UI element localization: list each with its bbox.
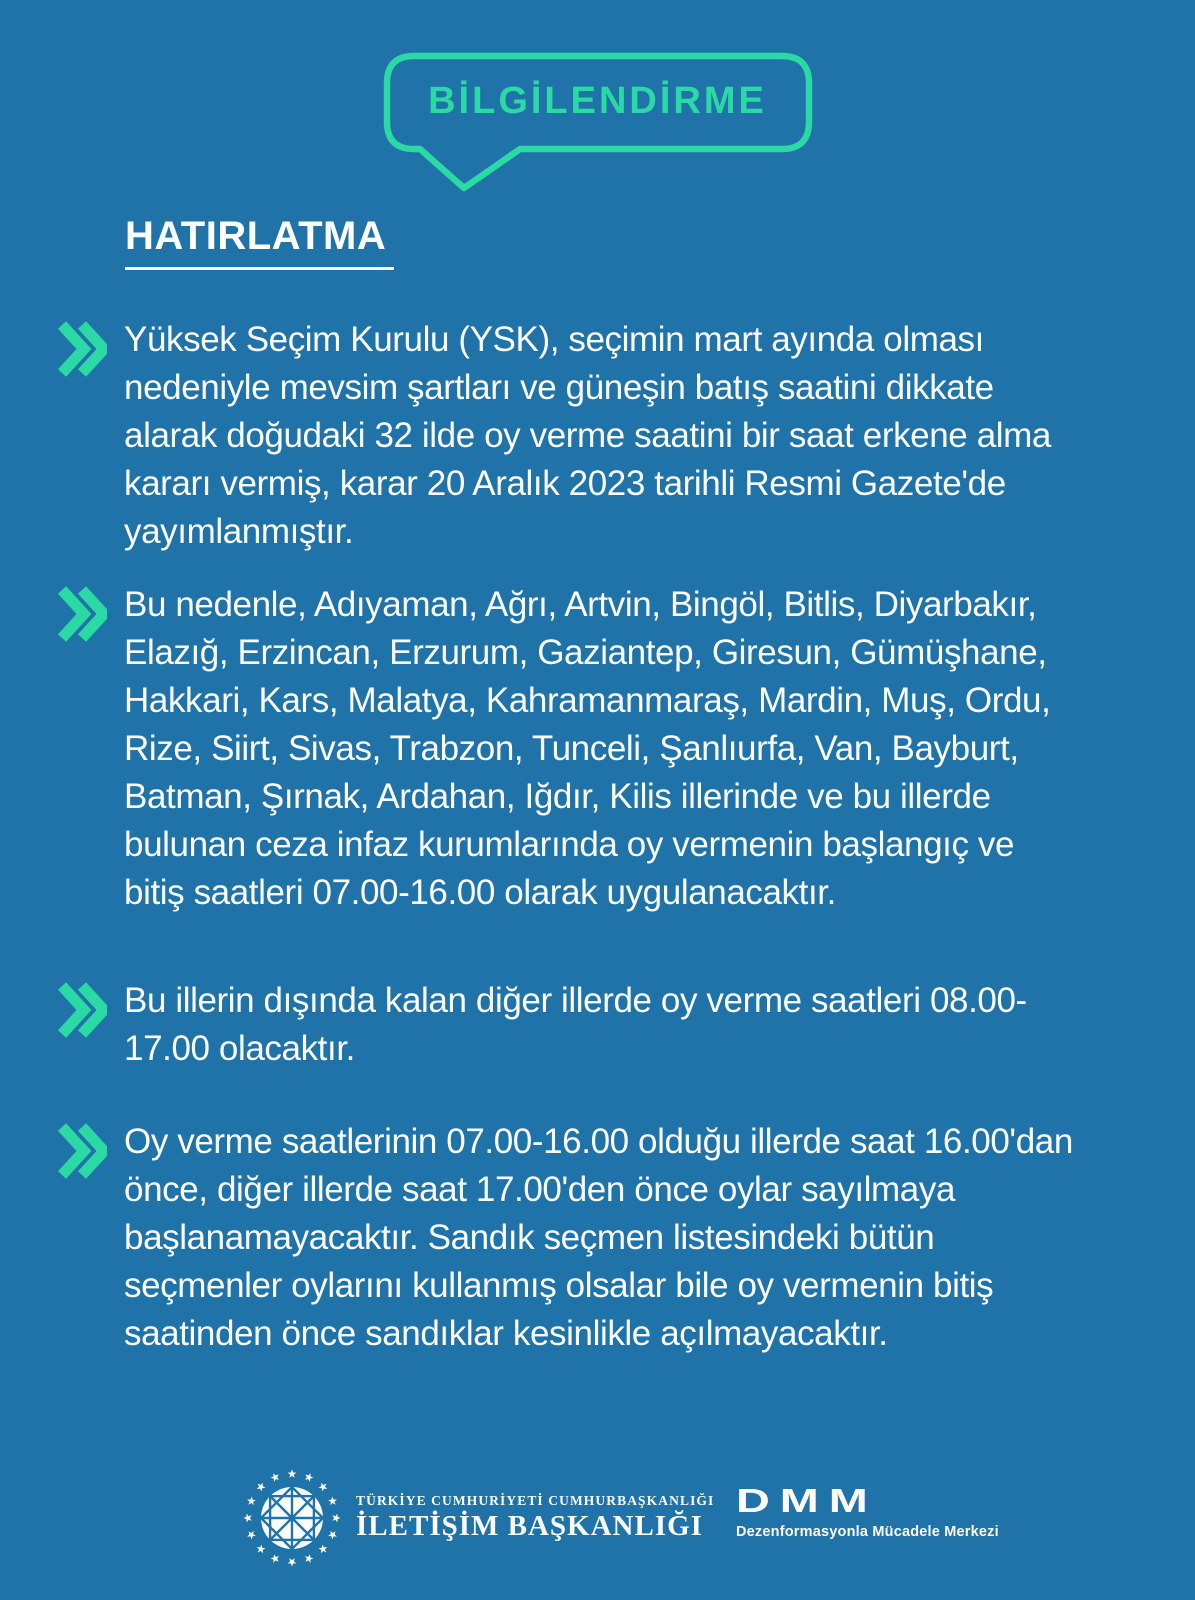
double-chevron-icon	[57, 1122, 107, 1180]
list-item-text: Bu nedenle, Adıyaman, Ağrı, Artvin, Bingöl, Bitlis, Diyarbakır, Elazığ, Erzincan, Erzurum, Gaziantep, Giresun, Gümüşhane, Hakkari, Kars, Malatya, Kahramanmaraş, Mardin, Muş, Ordu, Rize, Siirt, Sivas, Trabzon, Tunceli, Şanlıurfa, Van, Bayburt, Batman, Şırnak, Ardahan, Iğdır, Kilis illerinde ve bu illerde bulunan ceza infaz kurumlarında oy vermenin başlangıç ve bitiş saatleri 07.00-16.00 olarak uygulanacaktır.	[124, 585, 1051, 912]
list-item-text: Yüksek Seçim Kurulu (YSK), seçimin mart ayında olması nedeniyle mevsim şartları ve güneşin batış saatini dikkate alarak doğudaki 32 ilde oy verme saatini bir saat erkene alma kararı vermiş, karar 20 Aralık 2023 tarihli Resmi Gazete'de yayımlanmıştır.	[124, 320, 1051, 551]
list-item	[57, 977, 1077, 1073]
banner-label: BİLGİLENDİRME	[428, 80, 767, 122]
gov-logo-line1: TÜRKİYE CUMHURİYETİ CUMHURBAŞKANLIĞI	[356, 1493, 715, 1508]
list-item	[57, 581, 1077, 917]
list-item-text: Bu illerin dışında kalan diğer illerde oy verme saatleri 08.00-17.00 olacaktır.	[124, 981, 1027, 1068]
double-chevron-icon	[57, 320, 107, 378]
list-item	[57, 316, 1077, 556]
presidential-seal-icon	[240, 1466, 344, 1570]
dmm-logo-title: DMM	[736, 1482, 878, 1519]
double-chevron-icon	[57, 981, 107, 1039]
dmm-logo-subtitle: Dezenformasyonla Mücadele Merkezi	[736, 1524, 999, 1540]
dmm-logo	[736, 1484, 999, 1540]
page-title: HATIRLATMA	[125, 214, 394, 270]
gov-logo-line2: İLETİŞİM BAŞKANLIĞI	[356, 1510, 703, 1542]
list-item	[57, 1118, 1077, 1358]
gov-logo	[240, 1466, 714, 1570]
info-banner	[383, 52, 813, 197]
double-chevron-icon	[57, 585, 107, 643]
list-item-text: Oy verme saatlerinin 07.00-16.00 olduğu illerde saat 16.00'dan önce, diğer illerde saat 17.00'den önce oylar sayılmaya başlanamayacaktır. Sandık seçmen listesindeki bütün seçmenler oylarını kullanmış olsalar bile oy vermenin bitiş saatinden önce sandıklar kesinlikle açılmayacaktır.	[124, 1122, 1073, 1353]
gov-logo-text	[356, 1493, 714, 1543]
